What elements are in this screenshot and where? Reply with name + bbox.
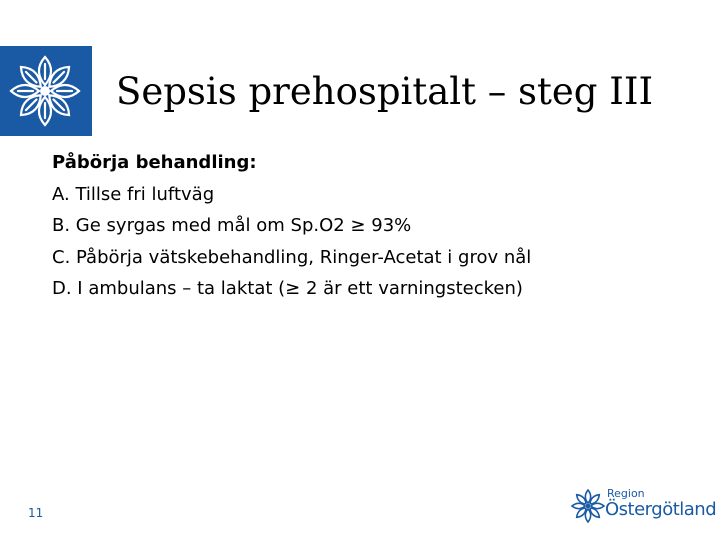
- treatment-heading: Påbörja behandling:: [52, 152, 257, 173]
- list-item-a: A. Tillse fri luftväg: [52, 183, 215, 205]
- flower-emblem-icon: [0, 46, 92, 136]
- list-item-d: D. I ambulans – ta laktat (≥ 2 är ett varningstecken): [52, 278, 523, 299]
- flower-emblem-icon: [570, 488, 606, 524]
- logo-name-label: Östergötland: [605, 499, 717, 520]
- list-item-c: C. Påbörja vätskebehandling, Ringer-Acetat i grov nål: [52, 246, 532, 268]
- slide-body: [52, 147, 531, 305]
- slide-title: Sepsis prehospitalt – steg III: [116, 70, 654, 113]
- header-logo: [0, 46, 92, 136]
- region-ostergotland-logo: [570, 486, 717, 526]
- page-number: 11: [28, 506, 44, 520]
- logo-region-label: Region: [607, 487, 645, 500]
- list-item-b: B. Ge syrgas med mål om Sp.O2 ≥ 93%: [52, 215, 412, 236]
